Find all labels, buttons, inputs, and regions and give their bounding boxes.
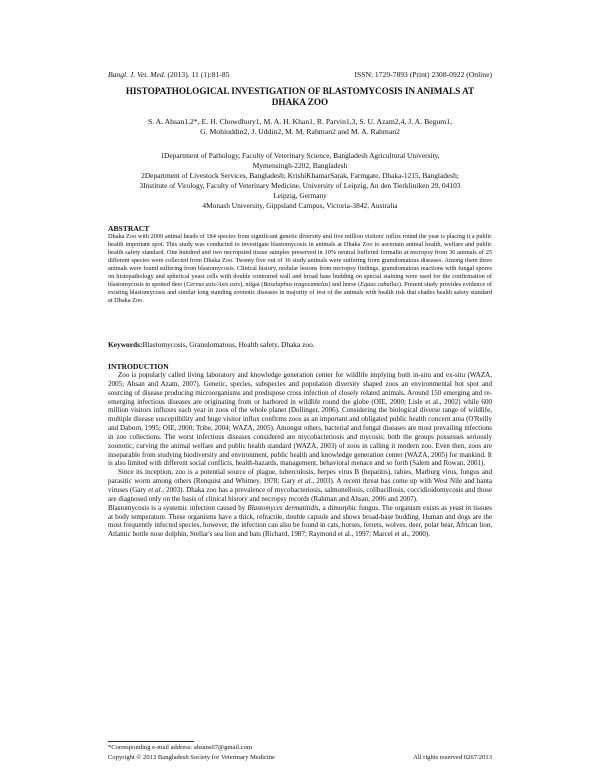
- species-name: Cervus axis/Axis axis: [186, 281, 241, 289]
- copyright-text: Copyright © 2013 Bangladesh Society for Veterinary Medicine: [108, 754, 275, 761]
- affiliation-line: 3Institute of Virology, Faculty of Veterinary Medicine, University of Leipzig, An den Tierkliniken 29, 04103: [139, 180, 461, 190]
- issn: ISSN: 1729-7893 (Print) 2308-0922 (Online): [354, 70, 492, 79]
- introduction-body: [108, 371, 492, 539]
- paragraph-text: 2003). A recent threat has come up with West Nile and hanta viruses (Gary: [108, 477, 492, 494]
- paragraph-text: , a dimorphic fungus. The organism exists as yeast in tissues at body temperature. These organisms have a thick, refractile, double capsule and shows broad-base budding. Human and dogs are the most frequently infected species, however, the infection can also be found in cats, horses, ferrets, wolves, deer, polar bear, African lion, Atlantic bottle nose dolphin, Stellar's sea lion and bats (Richard, 1987; Raymond et al., 1997; Marcel et al., 2000).: [108, 503, 492, 539]
- paper-title: HISTOPATHOLOGICAL INVESTIGATION OF BLASTOMYCOSIS IN ANIMALS AT DHAKA ZOO: [125, 86, 475, 107]
- keywords-label: Keywords:: [108, 340, 143, 349]
- introduction-heading: INTRODUCTION: [108, 362, 169, 371]
- footnote-divider: [108, 741, 194, 742]
- abstract-text: ) and horse (: [328, 281, 361, 289]
- keywords-text: Blastomycosis, Granulomatous, Health safety, Dhaka zoo.: [142, 340, 315, 349]
- affiliation-line: 1Department of Pathology, Faculty of Veterinary Science, Bangladesh Agricultural University,: [160, 151, 440, 160]
- abstract-text: ), nilgai (: [240, 281, 264, 289]
- intro-paragraph-3: [108, 504, 492, 539]
- organism-name: Blastomyces dermatitidis: [247, 503, 319, 512]
- paragraph-text: Since its inception, zoo is a potential source of plague, tuberculosis, herpes virus B (hepatitis), rabies, Marburg virus, fungus and parasitic worm among others (Renquist and Whitney, 1978; Gary: [108, 468, 492, 486]
- corresponding-email: *Corresponding e-mail address: ahsans67@gmail.com: [108, 744, 253, 751]
- authors-line-2: G. Mohiuddin2, J. Uddin2, M. M. Rahman2 and M. A. Rahman2: [200, 127, 400, 137]
- species-name: Boselaphus tragocamelus: [263, 281, 329, 289]
- intro-paragraph-1: Zoo is popularly called living laboratory and knowledge generation center for wildlife implying both in-situ and ex-situ (WAZA, 2005; Ahsan and Azam, 2007). Genetic, species, subspecies and population diversity shaped zoos an environmental hot spot and sourcing of disease producing microorganisms and predispose cross infection of closely related animals. Around 150 emerging and re-emerging infectious diseases are originating from or harbored in wildlife round the globe (OIE, 2000; Lisle et al., 2002) while 600 million visitors influxes each year in zoos of the whole planet (Dollinger, 2006). Considering the biological diverse range of wildlife, multiple disease susceptibility and huge visitor influx confirms zoos as an important and obligated public health concern area (O'Reilly and Daborn, 1995; OIE, 2000; Tribe, 2004; WAZA, 2005). Amongst others, bacterial and fungal diseases are most prevailing infections in zoo collections. The worst infectious diseases considered are mycobacteriosis and mycosis; both the groups possesses seriously zoonotic, curving the animal welfare and public health standard (WAZA, 2003) of zoos in calling it modern zoo. Even then, zoos are inseparable from studying biodiversity and environment, public health and knowledge generation center (WAZA, 2005) for mankind. It is also limited with different social conflicts, health-hazards, management, behavioral menace and so forth (Salem and Rowan, 2001).: [108, 371, 492, 468]
- affiliation-line: Leipzig, Germany: [273, 190, 327, 200]
- et-al: et al.,: [297, 477, 315, 486]
- running-head: [108, 70, 492, 79]
- paragraph-text: Blastomycosis is a systemic infection caused by: [108, 503, 248, 512]
- rights-text: All rights reserved 0267/2013: [413, 754, 492, 761]
- species-name: Equus caballus: [360, 281, 399, 289]
- abstract-text: Dhaka Zoo with 2000 animal heads of 184 species from significant genetic diversity and five million visitors' influx round the year is placing it a public health important spot. This study was conducted to investigate blastomycosis in animals at Dhaka Zoo to ascertain animal health, welfare and public health safety standard. One hundred and two necropsied tissue samples preserved in 10% neutral buffered formalin at necropsy from 36 animals of 25 different species were collected from Dhaka Zoo. Twenty five out of 36 study animals were suffering from granulomatous diseases. Among them three animals were found suffering from blastomycosis. Clinical history, nodular lesions from necropsy findings, granulomatous reactions with fungal spores on histopathology and spherical yeast cells with double contoured wall and broad base budding on special staining were used for the confirmation of blastomycosis in spotted deer (: [108, 233, 492, 289]
- intro-paragraph-2: [108, 468, 492, 503]
- abstract-heading: ABSTRACT: [108, 224, 150, 233]
- affiliations: [108, 151, 492, 210]
- abstract-text: ). Present study provides evidence of existing blastomycosis and similar long standing zoonotic diseases in majority of rest of the animals with health risk that shades health safety standard at Dhaka Zoo.: [108, 281, 493, 305]
- volume-pages: (2013). 11 (1):81-85: [167, 70, 230, 79]
- paragraph-text: 2003). Dhaka zoo has a prevalence of mycobacteriosis, salmonellosis, colibacillosis, coccidioidomycosis and those are diagnosed only on the basis of clinical history and necropsy records (Rahman and Ahsan, 2006 and 2007).: [108, 485, 492, 503]
- affiliation-line: Mymensingh-2202, Bangladesh: [252, 160, 348, 170]
- author-list: [108, 117, 492, 138]
- journal-name: Bangl. J. Vet. Med.: [108, 70, 166, 79]
- affiliation-line: 4Monash University, Gippsland Campus, Victoria-3842, Australia: [202, 200, 398, 210]
- affiliation-line: 2Department of Livestock Services, Bangladesh; KrishiKhamarSarak, Farmgate, Dhaka-1215, Bangladesh;: [141, 170, 459, 180]
- authors-line-1: S. A. Ahsan1,2*, E. H. Chowdhury1, M. A. H. Khan1, R. Parvin1,3, S. U. Azam2,4, J. A. Begum1,: [147, 117, 453, 126]
- journal-citation: [108, 70, 229, 79]
- et-al: et al.,: [148, 485, 165, 494]
- keywords: [108, 340, 492, 349]
- abstract-body: [108, 233, 492, 305]
- copyright-line: [108, 754, 492, 761]
